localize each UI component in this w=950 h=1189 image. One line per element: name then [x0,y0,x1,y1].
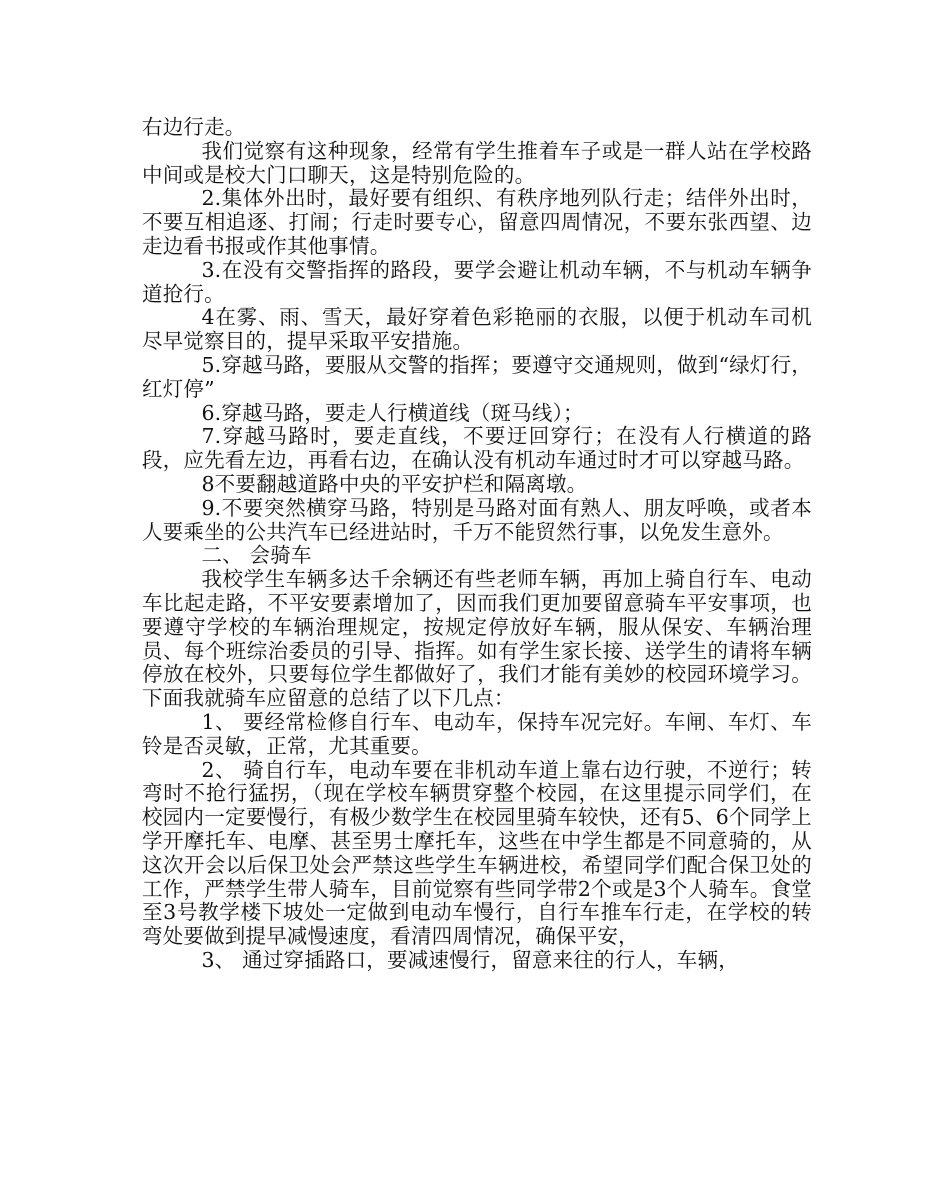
list-item: 3、 通过穿插路口，要减速慢行，留意来往的行人，车辆， [201,947,739,972]
document-page [142,116,812,973]
list-item: 2、 骑自行车，电动车要在非机动车道上靠右边行驶，不逆行；转弯时不抢行猛拐，（现在学校车辆贯穿整个校园，在这里提示同学们，在校园内一定要慢行，有极少数学生在校园里骑车较快，还有5、6个同学上学开摩托车、电摩、甚至男士摩托车，这些在中学生都是不同意骑的，从这次开会以后保卫处会严禁这些学生车辆进校，希望同学们配合保卫处的工作，严禁学生带人骑车，目前觉察有些同学带2个或是3个人骑车。食堂至3号教学楼下坡处一定做到电动车慢行，自行车推车行走，在学校的转弯处要做到提早减慢速度，看清四周情况，确保平安， [142,757,812,949]
paragraph: 6.穿越马路，要走人行横道线（斑马线）； [201,400,584,425]
paragraph: 8不要翻越道路中央的平安护栏和隔离墩。 [201,471,588,496]
paragraph: 4在雾、雨、雪天，最好穿着色彩艳丽的衣服，以便于机动车司机尽早觉察目的，提早采取平安措施。 [142,305,812,354]
paragraph: 5.穿越马路，要服从交警的指挥；要遵守交通规则，做到“绿灯行，红灯停” [142,352,812,401]
paragraph: 7.穿越马路时，要走直线，不要迂回穿行；在没有人行横道的路段，应先看左边，再看右边，在确认没有机动车通过时才可以穿越马路。 [142,424,812,473]
paragraph: 3.在没有交警指挥的路段，要学会避让机动车辆，不与机动车辆争道抢行。 [142,257,812,306]
paragraph: 我们觉察有这种现象，经常有学生推着车子或是一群人站在学校路中间或是校大门口聊天，这是特别危险的。 [142,138,812,187]
paragraph: 右边行走。 [142,115,246,139]
paragraph: 9.不要突然横穿马路，特别是马路对面有熟人、朋友呼唤，或者本人要乘坐的公共汽车已经进站时，千万不能贸然行事，以免发生意外。 [142,495,812,544]
section-heading: 二、 会骑车 [201,543,312,568]
paragraph: 我校学生车辆多达千余辆还有些老师车辆，再加上骑自行车、电动车比起走路，不平安要素增加了，因而我们更加要留意骑车平安事项，也要遵守学校的车辆治理规定，按规定停放好车辆，服从保安、车辆治理员、每个班综治委员的引导、指挥。如有学生家长接、送学生的请将车辆停放在校外，只要每位学生都做好了，我们才能有美妙的校园环境学习。下面我就骑车应留意的总结了以下几点： [142,567,812,711]
paragraph: 2.集体外出时，最好要有组织、有秩序地列队行走；结伴外出时，不要互相追逐、打闹；行走时要专心，留意四周情况，不要东张西望、边走边看书报或作其他事情。 [142,186,812,258]
list-item: 1、 要经常检修自行车、电动车，保持车况完好。车闸、车灯、车铃是否灵敏，正常，尤其重要。 [142,709,812,758]
